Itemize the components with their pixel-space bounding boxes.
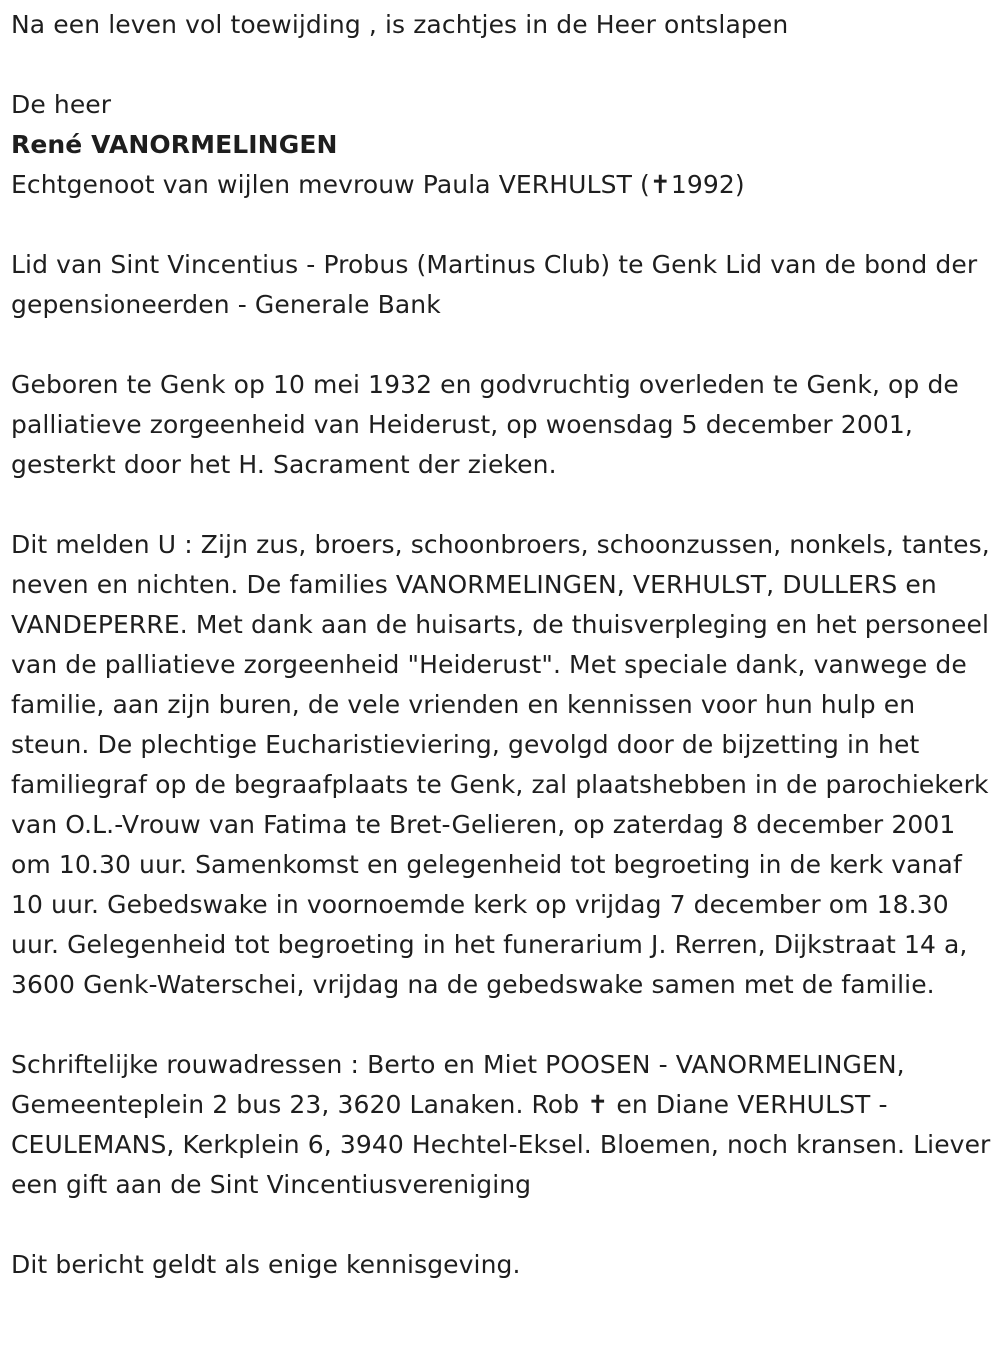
spacer: [11, 1005, 995, 1045]
closing-line: Dit bericht geldt als enige kennisgeving.: [11, 1250, 521, 1279]
deceased-name: René VANORMELINGEN: [11, 130, 338, 159]
spacer: [11, 205, 995, 245]
cross-icon: ✝: [587, 1090, 609, 1119]
addresses-text-1: Schriftelijke rouwadressen : Berto en Miet POOSEN - VANORMELINGEN, Gemeenteplein 2 bus 23, 3620 Lanaken. Rob: [11, 1050, 905, 1119]
announcement-paragraph: Dit melden U : Zijn zus, broers, schoonbroers, schoonzussen, nonkels, tantes, neven en nichten. De families VANORMELINGEN, VERHULST, DULLERS en VANDEPERRE. Met dank aan de huisarts, de thuisverpleging en het personeel van de palliatieve zorgeenheid "Heiderust". Met speciale dank, vanwege de familie, aan zijn buren, de vele vrienden en kennissen voor hun hulp en steun. De plechtige Eucharistieviering, gevolgd door de bijzetting in het familiegraf op de begraafplaats te Genk, zal plaatshebben in de parochiekerk van O.L.-Vrouw van Fatima te Bret-Gelieren, op zaterdag 8 december 2001 om 10.30 uur. Samenkomst en gelegenheid tot begroeting in de kerk vanaf 10 uur. Gebedswake in voornoemde kerk op vrijdag 7 december om 18.30 uur. Gelegenheid tot begroeting in het funerarium J. Rerren, Dijkstraat 14 a, 3600 Genk-Waterschei, vrijdag na de gebedswake samen met de familie.: [11, 530, 990, 999]
spouse-year: 1992): [670, 170, 745, 199]
spacer: [11, 325, 995, 365]
spouse-line: [11, 165, 995, 205]
spacer: [11, 485, 995, 525]
intro-line: Na een leven vol toewijding , is zachtjes in de Heer ontslapen: [11, 10, 789, 39]
membership-paragraph: Lid van Sint Vincentius - Probus (Martinus Club) te Genk Lid van de bond der gepensioneerden - Generale Bank: [11, 250, 978, 319]
obituary-document: [11, 5, 995, 1285]
spouse-text: Echtgenoot van wijlen mevrouw Paula VERHULST (: [11, 170, 650, 199]
spacer: [11, 1205, 995, 1245]
addresses-text-2: en Diane VERHULST - CEULEMANS, Kerkplein 6, 3940 Hechtel-Eksel. Bloemen, noch kransen. Liever een gift aan de Sint Vincentiusvereniging: [11, 1090, 991, 1199]
cross-icon: ✝: [649, 170, 671, 199]
spacer: [11, 45, 995, 85]
salutation: De heer: [11, 90, 112, 119]
birth-death-paragraph: Geboren te Genk op 10 mei 1932 en godvruchtig overleden te Genk, op de palliatieve zorgeenheid van Heiderust, op woensdag 5 december 2001, gesterkt door het H. Sacrament der zieken.: [11, 370, 959, 479]
addresses-paragraph: [11, 1045, 995, 1205]
